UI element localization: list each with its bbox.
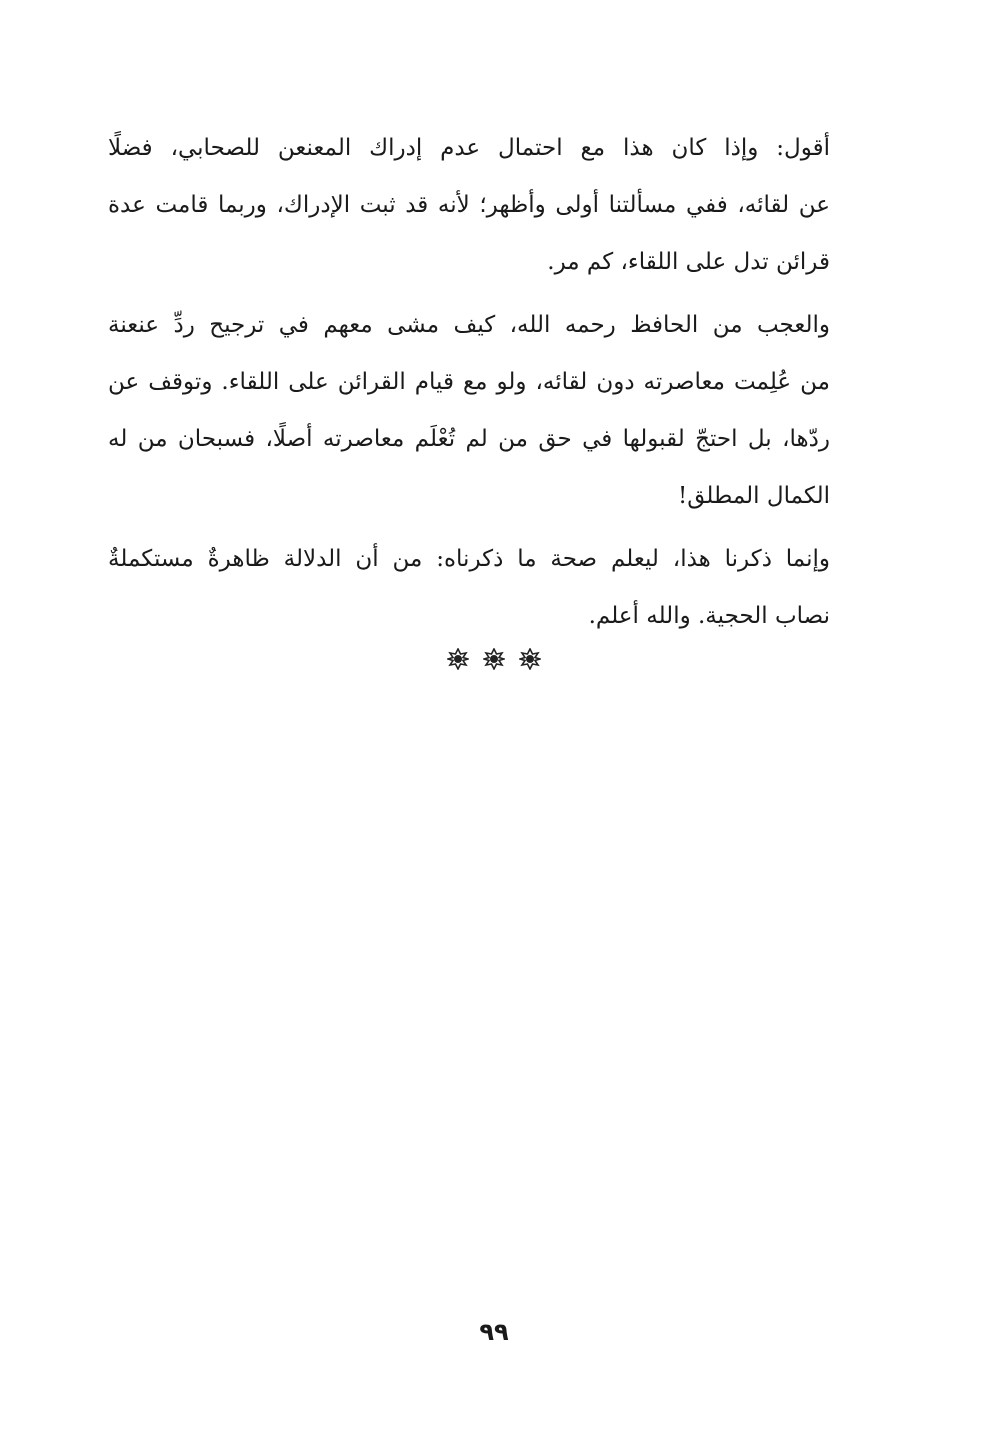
text-line: من عُلِمت معاصرته دون لقائه، ولو مع قيام القرائن على اللقاء. وتوقف عن (108, 369, 830, 395)
text-line: قرائن تدل على اللقاء، كم مر. (547, 249, 830, 275)
text-line: والعجب من الحافظ رحمه الله، كيف مشى معهم في ترجيح ردِّ عنعنة (108, 312, 830, 338)
text-line: أقول: وإذا كان هذا مع احتمال عدم إدراك المعنعن للصحابي، فضلًا (108, 135, 830, 161)
body-text (108, 120, 830, 645)
text-line: وإنما ذكرنا هذا، ليعلم صحة ما ذكرناه: من أن الدلالة ظاهرةٌ مستكملةٌ (108, 546, 830, 572)
flower-ornament-icon (519, 648, 541, 670)
page-number: ٩٩ (479, 1318, 509, 1346)
flower-ornament-icon (483, 648, 505, 670)
text-line: ردّها، بل احتجّ لقبولها في حق من لم تُعْلَم معاصرته أصلًا، فسبحان من له (108, 426, 830, 452)
text-line: نصاب الحجية. والله أعلم. (588, 603, 830, 629)
text-line: عن لقائه، ففي مسألتنا أولى وأظهر؛ لأنه قد ثبت الإدراك، وربما قامت عدة (108, 192, 830, 218)
paragraph-3 (108, 531, 830, 645)
section-divider (0, 648, 988, 670)
text-line: الكمال المطلق! (677, 483, 830, 509)
paragraph-1 (108, 120, 830, 291)
paragraph-2 (108, 297, 830, 525)
flower-ornament-icon (447, 648, 469, 670)
